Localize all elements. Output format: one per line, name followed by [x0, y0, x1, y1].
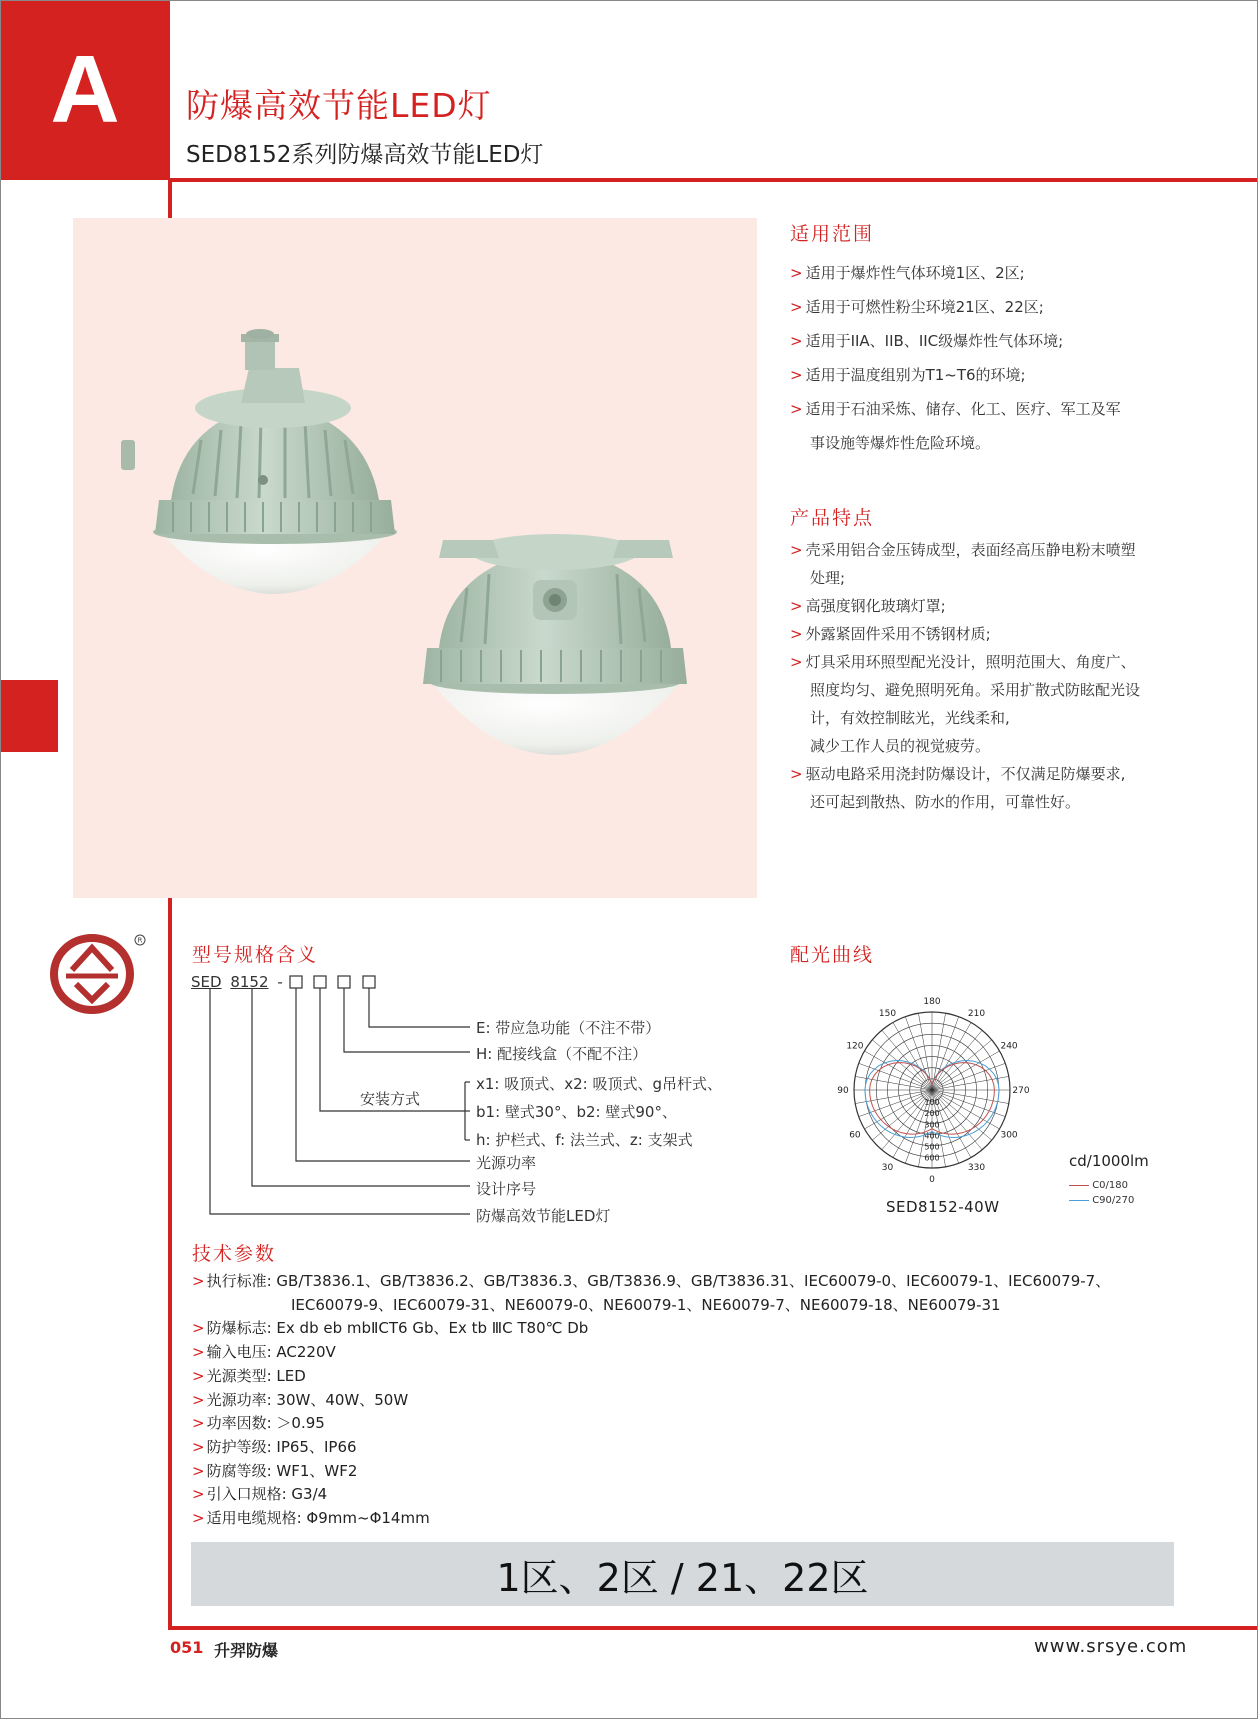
polar-angle-label: 330: [967, 1163, 986, 1174]
lamp-large: [121, 329, 397, 594]
tech-label: 防爆标志:: [206, 1319, 272, 1338]
tech-row: > 引入口规格: G3/4: [192, 1483, 1172, 1507]
tech-value: ＞0.95: [276, 1414, 325, 1433]
tech-row: >输入电压: AC220V: [192, 1341, 1172, 1365]
tech-label: 防腐等级:: [206, 1461, 272, 1480]
scope-item: > 适用于石油采炼、储存、化工、医疗、军工及军: [790, 400, 1121, 418]
tech-row: > 执行标准: GB/T3836.1、GB/T3836.2、GB/T3836.3、GB/T3836.9、GB/T3836.31、IEC60079-0、IEC60079-1、IEC60079-7、: [192, 1270, 1172, 1294]
scope-item: > 适用于温度组别为T1~T6的环境;: [790, 366, 1026, 384]
tech-row: > 光源类型: LED: [192, 1365, 1172, 1389]
brand-logo-mark: [50, 934, 150, 1014]
features-list: [790, 536, 1140, 816]
page-title: [186, 80, 492, 127]
lamp-illustration: [73, 218, 757, 898]
tech-row: > 光源功率: 30W、40W、50W: [192, 1389, 1172, 1413]
product-photo: [73, 218, 757, 898]
polar-angle-label: 0: [929, 1175, 935, 1185]
polar-angle-label: 30: [881, 1163, 894, 1174]
curve-unit: cd/1000lm: [1069, 1152, 1149, 1170]
polar-angle-label: 90: [837, 1086, 849, 1096]
feature-item-continued: 计，有效控制眩光，光线柔和,: [810, 709, 1010, 727]
side-tab-marker: [0, 680, 58, 752]
tech-value: AC220V: [276, 1343, 336, 1362]
model-power-label: 光源功率: [476, 1154, 537, 1172]
polar-angle-label: 240: [1000, 1041, 1018, 1052]
scope-list: [790, 256, 1121, 460]
scope-item: > 适用于可燃性粉尘环境21区、22区;: [790, 298, 1044, 316]
tech-row: > 功率因数: ＞0.95: [192, 1412, 1172, 1436]
lamp-small: [423, 534, 687, 755]
polar-radial-label: 100: [924, 1098, 940, 1108]
tech-heading: 技术参数: [192, 1243, 277, 1265]
feature-item-continued: 处理;: [810, 569, 846, 587]
page-number: 051: [170, 1638, 204, 1657]
tech-row: > 防爆标志: Ex db eb mbⅡCT6 Gb、Ex tb ⅢC T80℃ Db: [192, 1317, 1172, 1341]
model-install-line: b1: 壁式30°、b2: 壁式90°、: [476, 1103, 677, 1121]
feature-item-continued: 照度均匀、避免照明死角。采用扩散式防眩配光设: [810, 681, 1141, 699]
page-title-text: 防爆高效节能LED灯: [186, 86, 492, 125]
model-heading: 型号规格含义: [192, 944, 319, 966]
polar-angle-label: 270: [1012, 1086, 1030, 1096]
features-heading: 产品特点: [790, 507, 875, 529]
model-design-label: 设计序号: [476, 1180, 537, 1198]
scope-item-continued: 事设施等爆炸性危险环境。: [810, 434, 991, 452]
tech-value: WF1、WF2: [276, 1461, 358, 1480]
model-product-label: 防爆高效节能LED灯: [476, 1207, 611, 1225]
polar-radial-label: 300: [924, 1120, 940, 1130]
polar-radial-label: 200: [924, 1109, 940, 1119]
tech-label: 执行标准:: [206, 1272, 272, 1290]
feature-item-continued: 减少工作人员的视觉疲劳。: [810, 737, 991, 755]
scope-item: > 适用于IIA、IIB、IIC级爆炸性气体环境;: [790, 332, 1064, 350]
tech-value: LED: [276, 1366, 306, 1385]
curve-heading: 配光曲线: [790, 944, 875, 966]
polar-radial-label: 400: [924, 1131, 940, 1141]
left-rule: [168, 897, 172, 1630]
tech-row: > 防护等级: IP65、IP66: [192, 1436, 1172, 1460]
model-install-title: 安装方式: [360, 1090, 421, 1108]
polar-angle-label: 180: [923, 997, 941, 1007]
zone-banner: 1区、2区 / 21、22区: [191, 1542, 1174, 1606]
tech-label: 适用电缆规格:: [206, 1509, 302, 1528]
legend-swatch: [1069, 1200, 1089, 1201]
model-code-design: 8152: [230, 973, 269, 991]
tech-value: GB/T3836.1、GB/T3836.2、GB/T3836.3、GB/T3836.9、GB/T3836.31、IEC60079-0、IEC60079-1、IEC60079-7、: [276, 1272, 1111, 1290]
feature-item: > 灯具采用环照型配光没计，照明范围大、角度广、: [790, 653, 1136, 671]
feature-item-continued: 还可起到散热、防水的作用，可靠性好。: [810, 793, 1081, 811]
polar-radial-label: 500: [924, 1142, 940, 1152]
model-install-line: h: 护栏式、f: 法兰式、z: 支架式: [476, 1131, 693, 1149]
tech-label: 光源类型:: [206, 1366, 272, 1385]
tech-label: 输入电压:: [206, 1343, 272, 1362]
page-subtitle: SED8152系列防爆高效节能LED灯: [186, 142, 544, 168]
model-code-diagram: [180, 970, 520, 1230]
tech-table: [192, 1270, 1172, 1531]
tech-value: Ex db eb mbⅡCT6 Gb、Ex tb ⅢC T80℃ Db: [276, 1319, 589, 1338]
footer-divider: [168, 1626, 1258, 1630]
tech-row: > 适用电缆规格: Φ9mm~Φ14mm: [192, 1507, 1172, 1531]
polar-curve-chart: [820, 985, 1050, 1195]
legend-item: [1069, 1180, 1128, 1191]
brand-logo: [50, 934, 150, 1018]
tech-value: G3/4: [291, 1485, 328, 1504]
legend-item: [1069, 1195, 1134, 1206]
tech-row: > 防腐等级: WF1、WF2: [192, 1460, 1172, 1484]
footer-website[interactable]: www.srsye.com: [1034, 1636, 1188, 1657]
left-rule-top: [168, 180, 172, 220]
tech-label: 防护等级:: [206, 1437, 272, 1456]
curve-caption: SED8152-40W: [886, 1198, 1000, 1216]
model-install-line: x1: 吸顶式、x2: 吸顶式、g吊杆式、: [476, 1075, 723, 1093]
footer-brand: 升羿防爆: [214, 1641, 279, 1660]
feature-item: > 外露紧固件采用不锈钢材质;: [790, 625, 991, 643]
feature-item: > 高强度钢化玻璃灯罩;: [790, 597, 946, 615]
polar-angle-label: 210: [967, 1008, 986, 1019]
feature-item: > 驱动电路采用浇封防爆设计，不仅满足防爆要求,: [790, 765, 1126, 783]
tech-value: 30W、40W、50W: [276, 1390, 409, 1409]
model-code-series: SED: [191, 973, 222, 991]
header-divider: [170, 178, 1258, 182]
tech-value: Φ9mm~Φ14mm: [306, 1509, 430, 1528]
section-letter: A: [0, 0, 170, 180]
model-code-dash: -: [277, 973, 283, 991]
legend-label: C90/270: [1092, 1195, 1135, 1206]
polar-radial-label: 600: [924, 1153, 940, 1163]
svg-text:R: R: [137, 936, 143, 945]
polar-angle-label: 60: [849, 1130, 861, 1141]
tech-row-continued: IEC60079-9、IEC60079-31、NE60079-0、NE60079-1、NE60079-7、NE60079-18、NE60079-31: [291, 1295, 1001, 1314]
scope-heading: 适用范围: [790, 223, 875, 245]
tech-value: IP65、IP66: [276, 1437, 357, 1456]
tech-label: 光源功率:: [206, 1390, 272, 1409]
scope-item: > 适用于爆炸性气体环境1区、2区;: [790, 264, 1025, 282]
polar-angle-label: 120: [846, 1041, 864, 1052]
legend-swatch: [1069, 1185, 1089, 1186]
tech-label: 引入口规格:: [206, 1485, 287, 1504]
model-junction-label: H: 配接线盒（不配不注）: [476, 1045, 648, 1063]
polar-angle-label: 150: [878, 1008, 897, 1019]
tech-label: 功率因数:: [206, 1414, 272, 1433]
legend-label: C0/180: [1092, 1180, 1128, 1191]
model-emergency-label: E: 带应急功能（不注不带）: [476, 1019, 661, 1037]
polar-angle-label: 300: [1000, 1130, 1018, 1141]
feature-item: > 壳采用铝合金压铸成型，表面经高压静电粉末喷塑: [790, 541, 1136, 559]
